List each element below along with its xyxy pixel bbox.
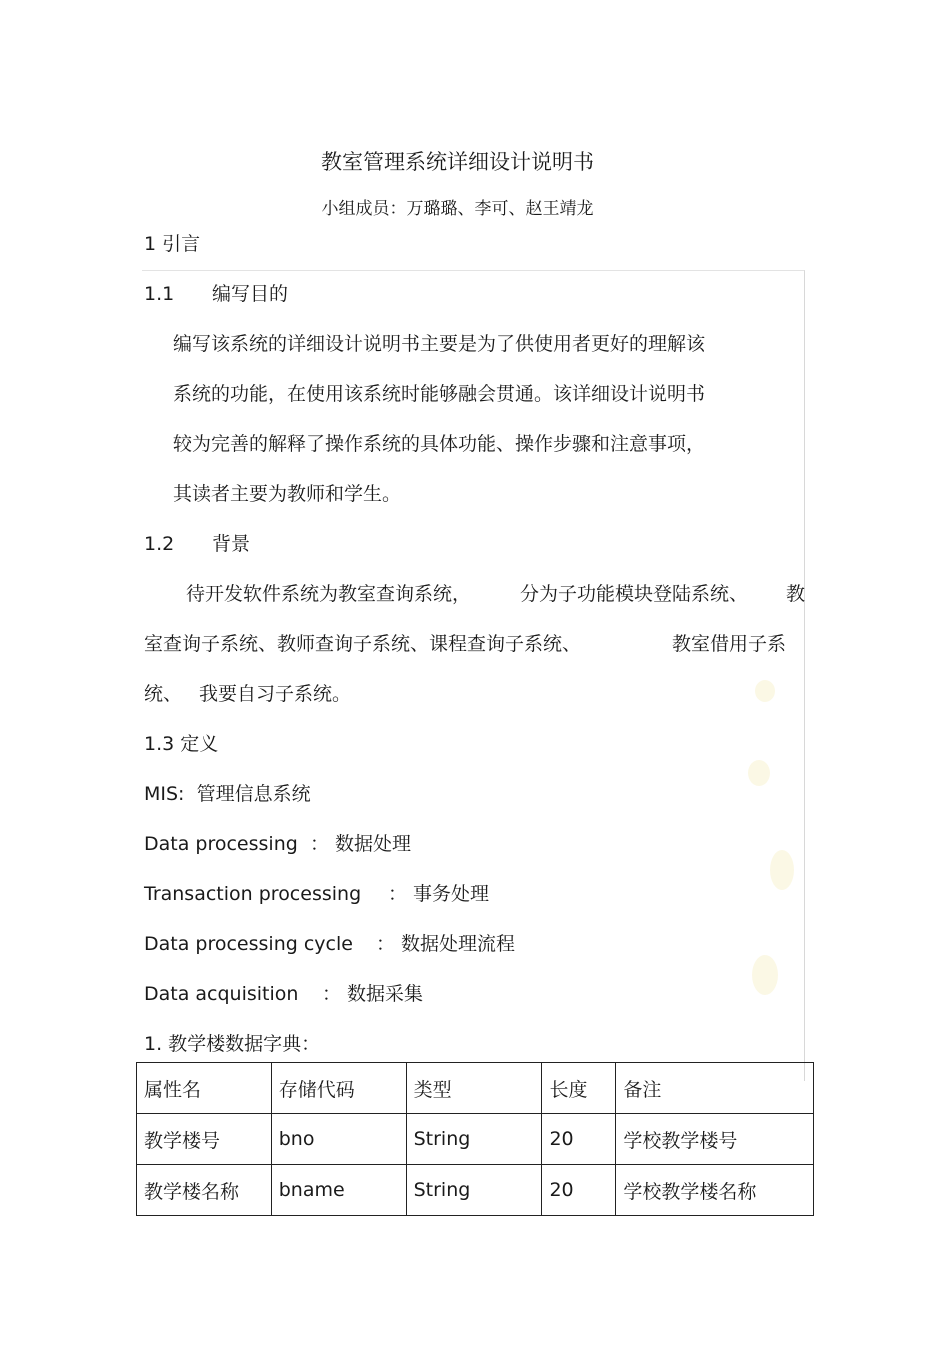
table-cell: 20 (542, 1165, 616, 1216)
table-cell: String (406, 1114, 542, 1165)
section-heading-background (144, 529, 250, 556)
definition-data-processing-cycle (144, 929, 515, 956)
definition-term: Transaction processing (144, 883, 362, 905)
paragraph-line-part: 统、 (144, 683, 183, 705)
table-cell: 学校教学楼号 (616, 1114, 814, 1165)
table-cell: 学校教学楼名称 (616, 1165, 814, 1216)
definition-colon: ： (388, 883, 408, 905)
table-header-cell: 长度 (542, 1063, 616, 1114)
paragraph-line-part: 室查询子系统、教师查询子系统、课程查询子系统、 (144, 633, 582, 655)
definition-meaning: 事务处理 (413, 883, 490, 905)
paragraph-line-part: 教 (786, 583, 806, 605)
table-header-cell: 属性名 (137, 1063, 272, 1114)
scan-stain (752, 955, 778, 995)
scan-stain (755, 680, 775, 702)
section-label: 背景 (212, 533, 251, 555)
paragraph-line: 其读者主要为教师和学生。 (173, 483, 402, 505)
definition-colon: ： (310, 833, 330, 855)
paragraph-line-part: 我要自习子系统。 (199, 683, 352, 705)
definition-transaction-processing (144, 879, 489, 906)
paragraph-line: 较为完善的解释了操作系统的具体功能、操作步骤和注意事项， (173, 433, 706, 455)
paragraph-line-part: 分为子功能模块登陆系统、 (520, 583, 749, 605)
section-number: 1.1 (144, 283, 175, 305)
section-heading-introduction: 1 引言 (144, 233, 201, 255)
table-row (137, 1114, 814, 1165)
data-dictionary-table (136, 1062, 814, 1216)
table-cell: bno (271, 1114, 406, 1165)
paragraph-line: 编写该系统的详细设计说明书主要是为了供使用者更好的理解该 (173, 333, 706, 355)
definition-term: Data acquisition (144, 983, 299, 1005)
definition-term: MIS: (144, 783, 185, 805)
definition-colon: ： (322, 983, 342, 1005)
section-heading-purpose (144, 279, 288, 306)
definition-meaning: 数据处理 (335, 833, 412, 855)
definition-meaning: 数据处理流程 (401, 933, 516, 955)
table-cell: bname (271, 1165, 406, 1216)
definition-term: Data processing cycle (144, 933, 353, 955)
paragraph-line-part: 待开发软件系统为教室查询系统， (186, 583, 472, 605)
paragraph-line: 系统的功能，在使用该系统时能够融会贯通。该详细设计说明书 (173, 383, 706, 405)
table-row (137, 1165, 814, 1216)
section-label: 编写目的 (212, 283, 289, 305)
section-heading-definitions: 1.3 定义 (144, 733, 219, 755)
document-title: 教室管理系统详细设计说明书 (321, 150, 594, 174)
table-cell: 教学楼名称 (137, 1165, 272, 1216)
definition-data-acquisition (144, 979, 423, 1006)
definition-term: Data processing (144, 833, 298, 855)
table-cell: String (406, 1165, 542, 1216)
group-members: 小组成员：万璐璐、李可、赵王靖龙 (321, 199, 594, 219)
paragraph-line-part: 教室借用子系 (672, 633, 787, 655)
definition-data-processing (144, 829, 411, 856)
section-number: 1.2 (144, 533, 175, 555)
definition-meaning: 数据采集 (347, 983, 424, 1005)
table-header-cell: 类型 (406, 1063, 542, 1114)
data-dictionary-heading: 1. 教学楼数据字典： (144, 1033, 321, 1055)
definition-colon: ： (376, 933, 396, 955)
table-cell: 20 (542, 1114, 616, 1165)
table-header-row (137, 1063, 814, 1114)
table-cell: 教学楼号 (137, 1114, 272, 1165)
scan-stain (770, 850, 794, 890)
table-header-cell: 备注 (616, 1063, 814, 1114)
definition-meaning: 管理信息系统 (196, 783, 311, 805)
definition-mis (144, 779, 311, 806)
table-header-cell: 存储代码 (271, 1063, 406, 1114)
scan-stain (748, 760, 770, 786)
